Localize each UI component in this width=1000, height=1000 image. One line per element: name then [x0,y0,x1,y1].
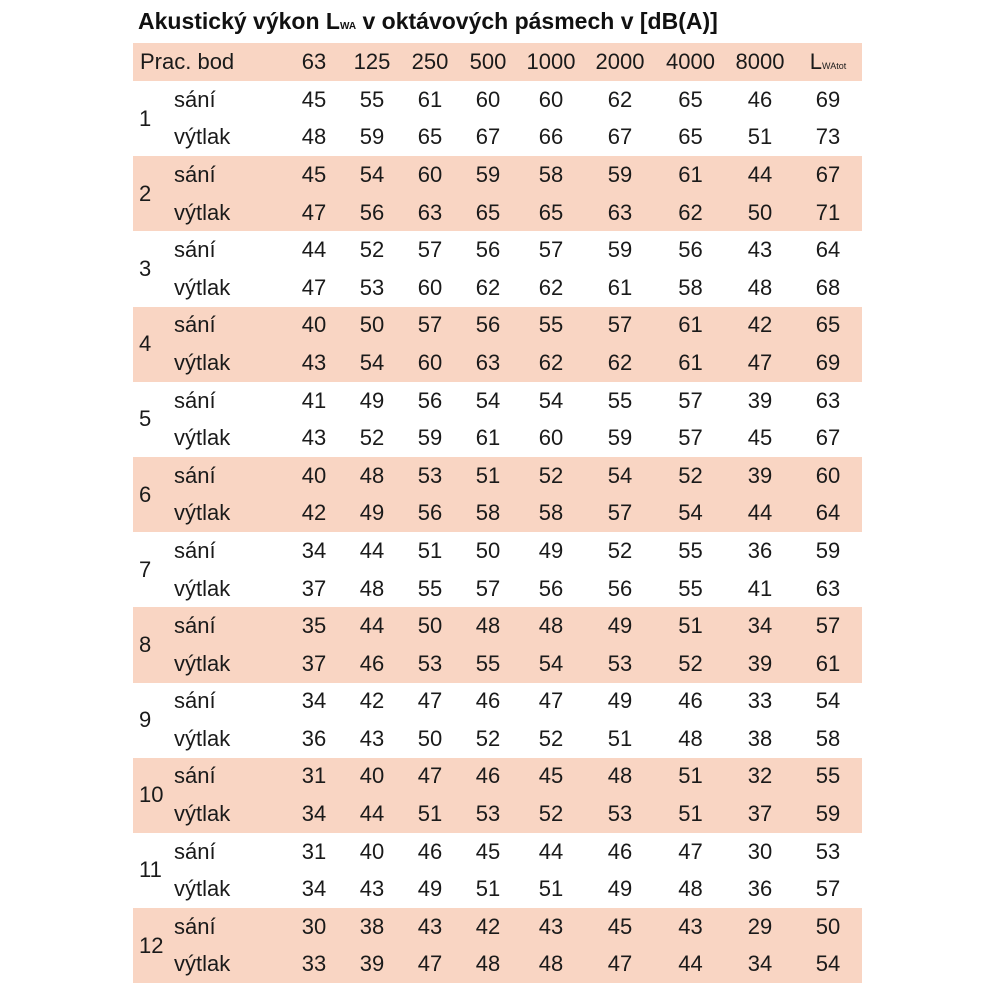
table-row [133,419,862,457]
band-value: 58 [517,156,585,194]
header-prac-bod: Prac. bod [133,43,285,81]
band-value: 65 [517,194,585,232]
table-row [133,307,862,345]
header-band: 250 [401,43,459,81]
band-value: 55 [678,537,703,563]
band-value: 47 [417,688,443,714]
total-value: 64 [815,237,841,263]
band-value: 49 [343,495,401,533]
table-row [133,194,862,232]
band-value: 49 [538,537,564,563]
band-value: 65 [417,124,443,150]
total-value: 69 [794,344,862,382]
band-value: 43 [359,725,385,751]
total-value: 71 [794,194,862,232]
band-value: 59 [417,425,443,451]
header-band: 500 [459,43,517,81]
band-value: 55 [607,387,633,413]
band-value: 48 [747,274,773,300]
title-main: Akustický výkon L [138,8,340,34]
band-value: 53 [401,645,459,683]
band-value: 46 [343,645,401,683]
band-value: 55 [459,645,517,683]
header-band: 2000 [585,43,655,81]
table-row [133,870,862,908]
band-value: 62 [585,344,655,382]
band-value: 53 [359,274,385,300]
band-value: 29 [726,908,794,946]
band-value: 48 [459,607,517,645]
band-value: 44 [726,156,794,194]
band-value: 57 [417,237,443,263]
band-value: 65 [678,124,703,150]
total-value: 61 [794,645,862,683]
table-row [133,532,862,570]
total-value: 50 [794,908,862,946]
header-band: 125 [343,43,401,81]
band-value: 33 [747,688,773,714]
working-point-number: 6 [133,457,170,532]
band-value: 58 [459,495,517,533]
band-value: 56 [343,194,401,232]
band-value: 67 [475,124,501,150]
measurement-type: výtlak [170,645,285,683]
band-value: 45 [517,758,585,796]
band-value: 51 [417,537,443,563]
band-value: 44 [726,495,794,533]
band-value: 40 [285,457,343,495]
band-value: 52 [655,645,726,683]
band-value: 46 [678,688,703,714]
band-value: 47 [285,194,343,232]
band-value: 34 [301,688,327,714]
band-value: 45 [585,908,655,946]
band-value: 36 [301,725,327,751]
band-value: 53 [401,457,459,495]
total-value: 60 [794,457,862,495]
band-value: 54 [343,344,401,382]
band-value: 45 [285,156,343,194]
band-value: 42 [726,307,794,345]
band-value: 48 [517,946,585,984]
total-value: 53 [815,838,841,864]
band-value: 37 [726,795,794,833]
band-value: 46 [417,838,443,864]
band-value: 50 [417,725,443,751]
band-value: 40 [285,307,343,345]
total-value: 64 [794,495,862,533]
table-row [133,495,862,533]
band-value: 54 [538,387,564,413]
band-value: 59 [459,156,517,194]
band-value: 50 [726,194,794,232]
total-value: 69 [815,86,841,112]
band-value: 50 [401,607,459,645]
total-value: 58 [815,725,841,751]
band-value: 53 [459,795,517,833]
table-row [133,231,862,269]
band-value: 49 [607,876,633,902]
table-row [133,344,862,382]
band-value: 60 [538,86,564,112]
band-value: 45 [475,838,501,864]
table-row [133,119,862,157]
band-value: 59 [359,124,385,150]
band-value: 52 [359,237,385,263]
header-band: 63 [285,43,343,81]
band-value: 59 [585,156,655,194]
band-value: 56 [475,237,501,263]
total-value: 59 [794,795,862,833]
band-value: 65 [459,194,517,232]
measurement-type: sání [170,758,285,796]
band-value: 47 [538,688,564,714]
band-value: 34 [726,946,794,984]
working-point-number: 12 [133,908,170,983]
table-row [133,570,862,608]
total-value: 57 [815,876,841,902]
band-value: 62 [517,344,585,382]
header-total [794,43,862,81]
total-value: 63 [815,387,841,413]
band-value: 48 [359,575,385,601]
band-value: 48 [301,124,327,150]
band-value: 42 [285,495,343,533]
band-value: 49 [359,387,385,413]
band-value: 61 [417,86,443,112]
band-value: 46 [459,758,517,796]
measurement-type: sání [170,307,285,345]
band-value: 52 [538,725,564,751]
band-value: 57 [585,495,655,533]
band-value: 54 [343,156,401,194]
measurement-type: výtlak [174,425,231,451]
total-value: 67 [815,425,841,451]
band-value: 62 [655,194,726,232]
table-row [133,457,862,495]
measurement-type: výtlak [170,495,285,533]
band-value: 48 [585,758,655,796]
table-row [133,607,862,645]
band-value: 43 [359,876,385,902]
band-value: 48 [678,725,703,751]
band-value: 35 [285,607,343,645]
band-value: 51 [538,876,564,902]
band-value: 57 [401,307,459,345]
band-value: 66 [538,124,564,150]
measurement-type: výtlak [170,946,285,984]
band-value: 45 [747,425,773,451]
working-point-number: 7 [139,556,152,582]
band-value: 36 [747,876,773,902]
band-value: 65 [678,86,703,112]
measurement-type: výtlak [174,274,231,300]
band-value: 52 [475,725,501,751]
measurement-type: sání [174,237,216,263]
band-value: 47 [301,274,327,300]
band-value: 50 [343,307,401,345]
band-value: 39 [747,387,773,413]
band-value: 55 [359,86,385,112]
band-value: 38 [343,908,401,946]
table-row [133,683,862,721]
band-value: 54 [475,387,501,413]
band-value: 55 [417,575,443,601]
band-value: 40 [343,758,401,796]
measurement-type: výtlak [170,194,285,232]
measurement-type: sání [174,537,216,563]
band-value: 30 [747,838,773,864]
working-point-number: 4 [133,307,170,382]
band-value: 39 [726,457,794,495]
band-value: 58 [678,274,703,300]
band-value: 42 [359,688,385,714]
working-point-number: 8 [133,607,170,682]
table-row [133,645,862,683]
band-value: 43 [285,344,343,382]
band-value: 39 [726,645,794,683]
band-value: 52 [517,795,585,833]
table-row [133,382,862,420]
total-value: 55 [794,758,862,796]
band-value: 54 [517,645,585,683]
working-point-number: 5 [139,406,152,432]
measurement-type: výtlak [174,124,231,150]
total-value: 63 [815,575,841,601]
band-value: 43 [747,237,773,263]
measurement-type: výtlak [174,725,231,751]
working-point-number: 2 [133,156,170,231]
band-value: 63 [585,194,655,232]
band-value: 63 [459,344,517,382]
band-value: 48 [678,876,703,902]
band-value: 60 [475,86,501,112]
band-value: 46 [607,838,633,864]
band-value: 52 [359,425,385,451]
band-value: 51 [459,457,517,495]
total-value: 59 [815,537,841,563]
band-value: 52 [655,457,726,495]
band-value: 58 [517,495,585,533]
measurement-type: sání [174,387,216,413]
band-value: 48 [517,607,585,645]
band-value: 49 [607,688,633,714]
band-value: 57 [538,237,564,263]
band-value: 47 [726,344,794,382]
table-row [133,81,862,119]
title-subscript: WA [339,21,357,32]
band-value: 57 [678,387,703,413]
working-point-number: 1 [139,105,152,131]
band-value: 40 [359,838,385,864]
header-total-main: L [809,49,823,74]
band-value: 51 [401,795,459,833]
band-value: 44 [655,946,726,984]
band-value: 60 [538,425,564,451]
band-value: 67 [607,124,633,150]
band-value: 61 [475,425,501,451]
band-value: 62 [607,86,633,112]
band-value: 34 [285,795,343,833]
total-value: 68 [815,274,841,300]
band-value: 51 [655,607,726,645]
band-value: 43 [517,908,585,946]
band-value: 54 [655,495,726,533]
band-value: 59 [607,425,633,451]
band-value: 56 [417,387,443,413]
band-value: 39 [343,946,401,984]
band-value: 37 [301,575,327,601]
band-value: 34 [301,537,327,563]
band-value: 56 [401,495,459,533]
band-value: 46 [747,86,773,112]
header-band: 1000 [517,43,585,81]
band-value: 42 [459,908,517,946]
title-rest: v oktávových pásmech v [dB(A)] [356,8,718,34]
band-value: 56 [459,307,517,345]
measurement-type: sání [170,908,285,946]
measurement-type: výtlak [174,575,231,601]
table-row [133,833,862,871]
band-value: 56 [678,237,703,263]
table-row [133,269,862,307]
band-value: 44 [301,237,327,263]
band-value: 51 [655,758,726,796]
band-value: 34 [301,876,327,902]
band-value: 61 [607,274,633,300]
band-value: 57 [475,575,501,601]
table-title [138,8,718,35]
total-value: 54 [794,946,862,984]
band-value: 57 [585,307,655,345]
band-value: 61 [655,156,726,194]
band-value: 43 [655,908,726,946]
total-value: 73 [815,124,841,150]
band-value: 50 [475,537,501,563]
band-value: 37 [285,645,343,683]
band-value: 44 [359,537,385,563]
measurement-type: sání [174,838,216,864]
band-value: 60 [417,274,443,300]
band-value: 44 [343,607,401,645]
band-value: 48 [459,946,517,984]
measurement-type: výtlak [174,876,231,902]
band-value: 51 [747,124,773,150]
band-value: 52 [517,457,585,495]
band-value: 31 [285,758,343,796]
header-band: 4000 [655,43,726,81]
table-row [133,758,862,796]
measurement-type: sání [174,688,216,714]
band-value: 48 [343,457,401,495]
band-value: 61 [655,344,726,382]
band-value: 44 [538,838,564,864]
band-value: 59 [607,237,633,263]
total-value: 54 [815,688,841,714]
band-value: 55 [678,575,703,601]
band-value: 55 [517,307,585,345]
band-value: 53 [585,645,655,683]
header-row [133,43,862,81]
band-value: 62 [475,274,501,300]
band-value: 32 [726,758,794,796]
table-row [133,156,862,194]
band-value: 51 [655,795,726,833]
band-value: 47 [401,946,459,984]
band-value: 56 [607,575,633,601]
working-point-number: 10 [133,758,170,833]
band-value: 60 [401,344,459,382]
band-value: 47 [678,838,703,864]
band-value: 41 [301,387,327,413]
table-row [133,908,862,946]
band-value: 41 [747,575,773,601]
band-value: 53 [585,795,655,833]
header-band: 8000 [726,43,794,81]
band-value: 30 [285,908,343,946]
band-value: 60 [401,156,459,194]
band-value: 56 [538,575,564,601]
working-point-number: 9 [139,707,152,733]
total-value: 65 [794,307,862,345]
band-value: 54 [585,457,655,495]
measurement-type: sání [174,86,216,112]
band-value: 43 [301,425,327,451]
table-row [133,720,862,758]
band-value: 52 [607,537,633,563]
measurement-type: sání [170,607,285,645]
band-value: 51 [475,876,501,902]
band-value: 57 [678,425,703,451]
header-total-subscript: WAtot [822,61,847,71]
band-value: 36 [747,537,773,563]
band-value: 38 [747,725,773,751]
band-value: 45 [301,86,327,112]
band-value: 47 [585,946,655,984]
band-value: 61 [655,307,726,345]
band-value: 51 [607,725,633,751]
band-value: 49 [585,607,655,645]
table-row [133,946,862,984]
working-point-number: 11 [139,857,162,883]
band-value: 31 [301,838,327,864]
total-value: 57 [794,607,862,645]
band-value: 46 [475,688,501,714]
table-row [133,795,862,833]
working-point-number: 3 [139,255,152,281]
acoustic-power-table [133,43,862,983]
measurement-type: sání [170,457,285,495]
measurement-type: výtlak [170,344,285,382]
band-value: 43 [401,908,459,946]
band-value: 62 [538,274,564,300]
band-value: 63 [401,194,459,232]
band-value: 49 [417,876,443,902]
total-value: 67 [794,156,862,194]
measurement-type: sání [170,156,285,194]
band-value: 34 [726,607,794,645]
band-value: 33 [285,946,343,984]
measurement-type: výtlak [170,795,285,833]
band-value: 44 [343,795,401,833]
band-value: 47 [401,758,459,796]
